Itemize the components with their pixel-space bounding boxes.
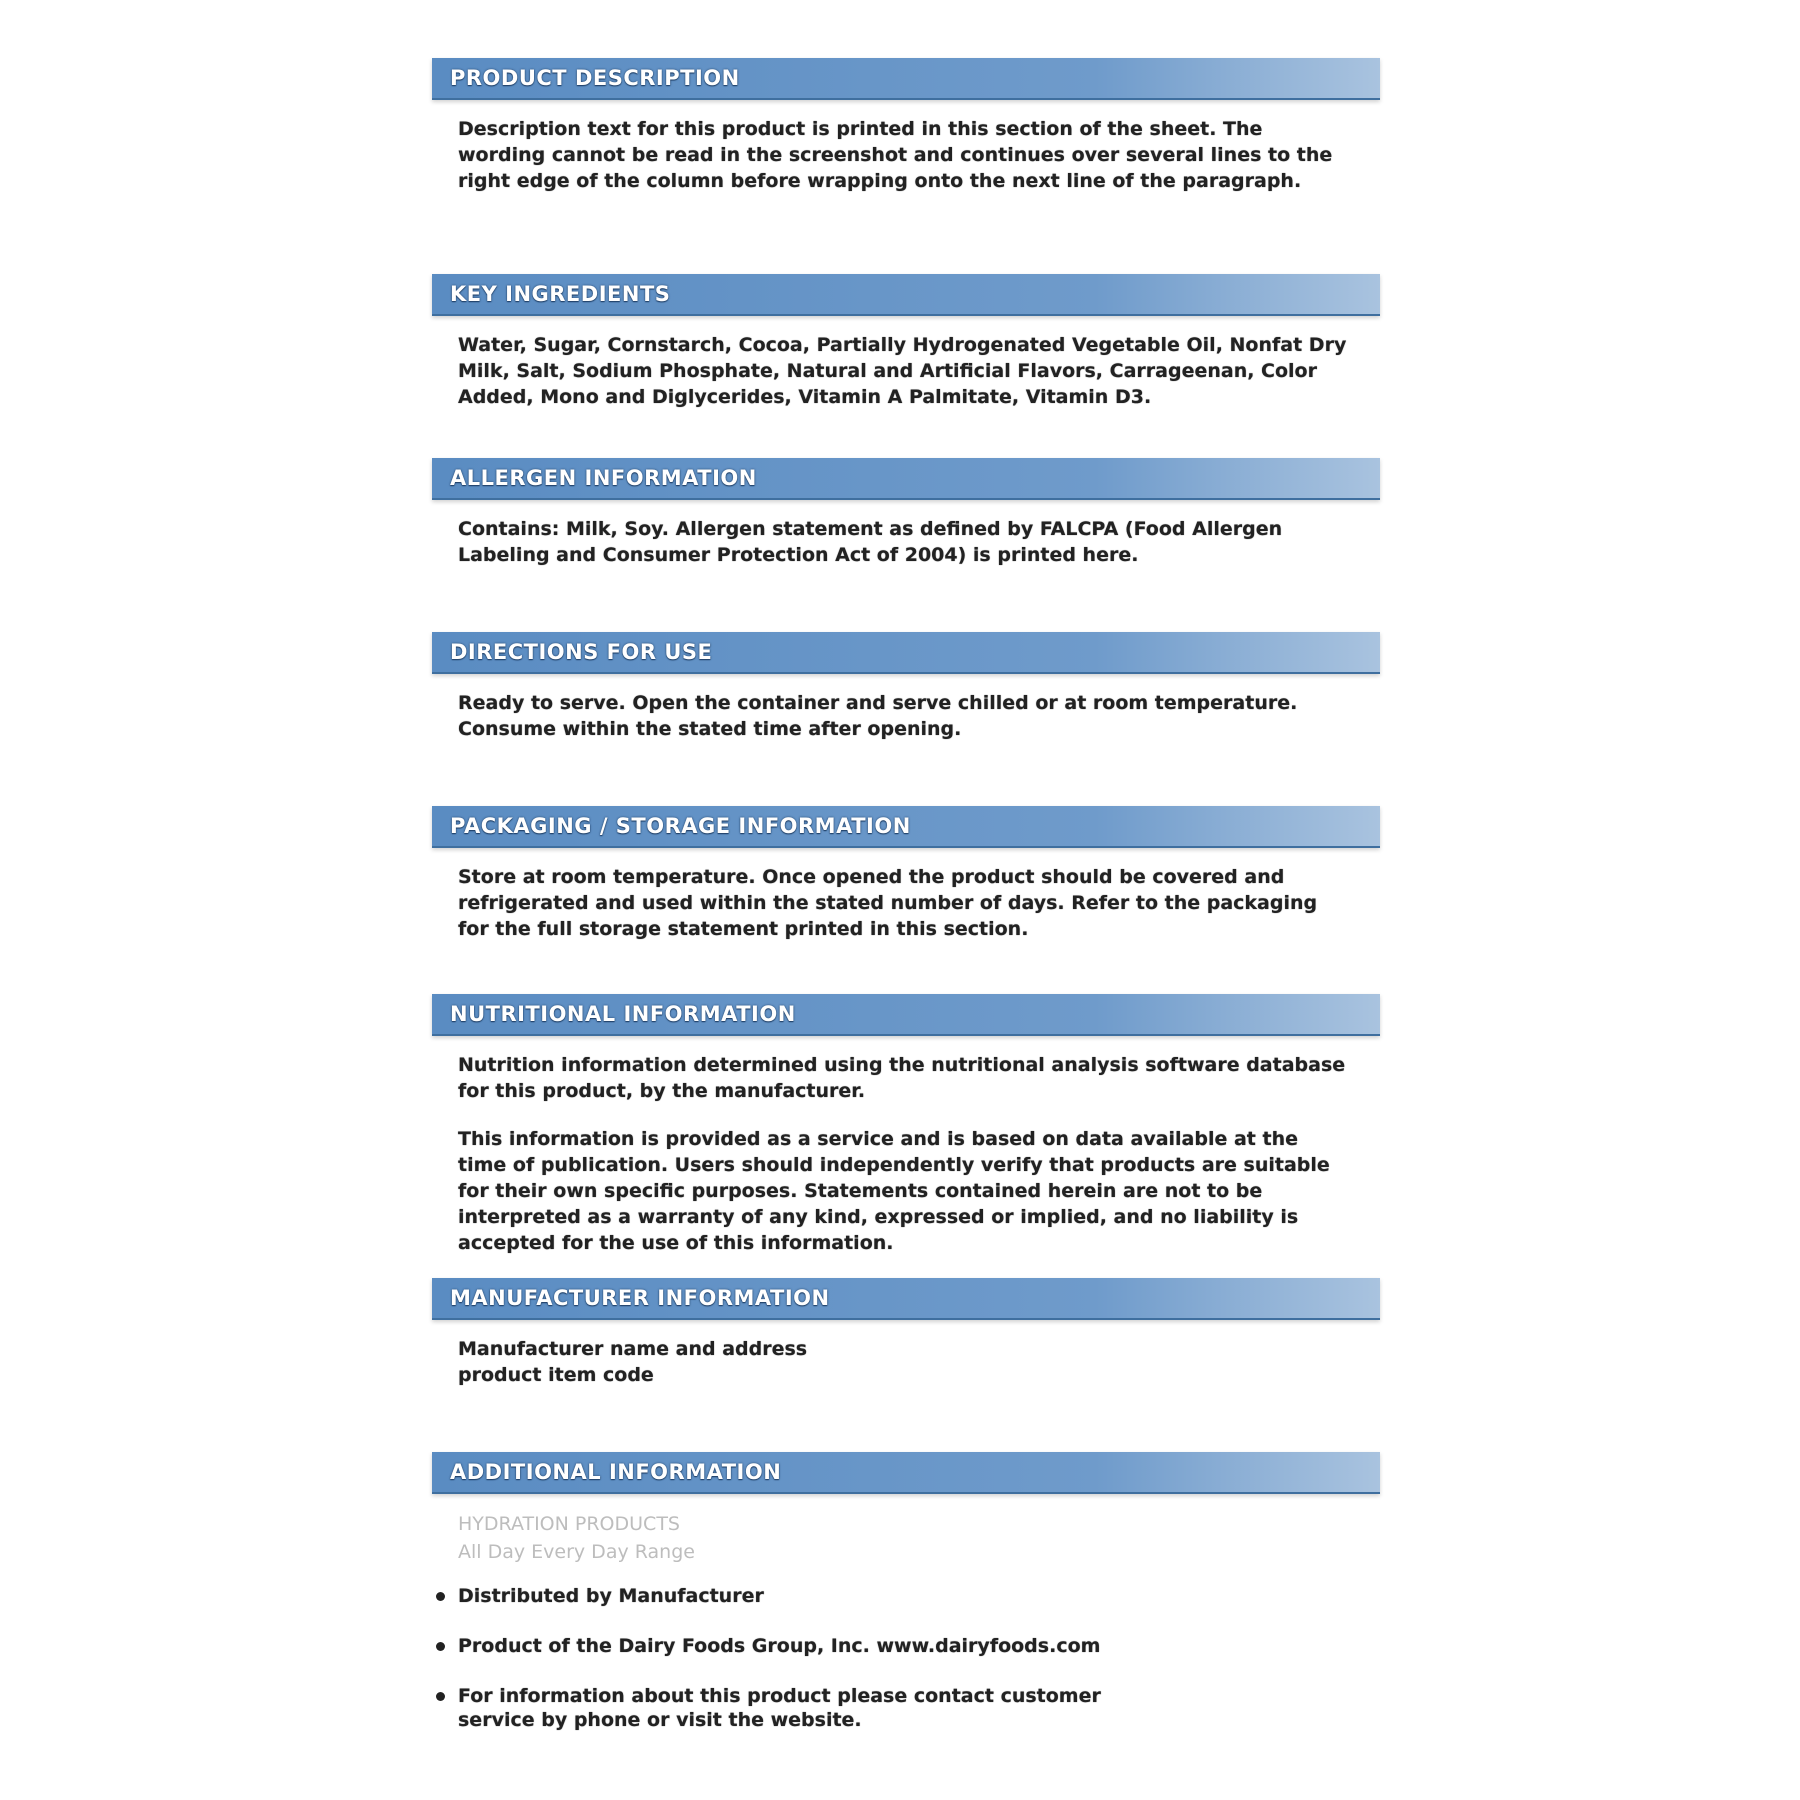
section-header bbox=[432, 994, 1380, 1036]
section-body bbox=[432, 674, 1380, 742]
list-item-text: Distributed by Manufacturer bbox=[458, 1585, 764, 1607]
section-body bbox=[432, 500, 1380, 568]
section-title: ADDITIONAL INFORMATION bbox=[450, 1460, 782, 1484]
list-item bbox=[436, 1634, 1156, 1658]
section-title: PRODUCT DESCRIPTION bbox=[450, 66, 740, 90]
section-body bbox=[432, 1320, 1380, 1388]
section-header bbox=[432, 58, 1380, 100]
section-paragraph: Water, Sugar, Cornstarch, Cocoa, Partially Hydrogenated Vegetable Oil, Nonfat Dry Milk, Salt, Sodium Phosphate, Natural and Artificial Flavors, Carrageenan, Color Added, Mono and Diglycerides, Vitamin A Palmitate, Vitamin D3. bbox=[458, 334, 1347, 408]
section-paragraph: Contains: Milk, Soy. Allergen statement as defined by FALCPA (Food Allergen Labeling and Consumer Protection Act of 2004) is printed here. bbox=[458, 518, 1283, 566]
section-packaging-storage bbox=[432, 806, 1380, 964]
section-body bbox=[432, 1494, 1380, 1566]
section-title: KEY INGREDIENTS bbox=[450, 282, 671, 306]
section-key-ingredients bbox=[432, 274, 1380, 432]
list-item bbox=[436, 1584, 1156, 1608]
section-paragraph: Store at room temperature. Once opened the product should be covered and refrigerated and used within the stated number of days. Refer to the packaging for the full storage statement printed in this section. bbox=[458, 866, 1318, 940]
section-paragraph: This information is provided as a service and is based on data available at the time of publication. Users should independently verify that products are suitable for their own specific purposes. Statements contained herein are not to be interpreted as a warranty of any kind, expressed or implied, and no liability is accepted for the use of this information. bbox=[458, 1128, 1330, 1254]
section-body bbox=[432, 100, 1380, 194]
section-allergen-information bbox=[432, 458, 1380, 590]
section-title: MANUFACTURER INFORMATION bbox=[450, 1286, 830, 1310]
section-directions-for-use bbox=[432, 632, 1380, 764]
section-header bbox=[432, 1278, 1380, 1320]
section-body bbox=[432, 1036, 1380, 1256]
section-title: DIRECTIONS FOR USE bbox=[450, 640, 713, 664]
section-paragraph: HYDRATION PRODUCTS All Day Every Day Range bbox=[458, 1513, 695, 1563]
list-item-text: For information about this product please contact customer service by phone or visit the website. bbox=[458, 1685, 1101, 1731]
section-title: PACKAGING / STORAGE INFORMATION bbox=[450, 814, 911, 838]
section-header bbox=[432, 458, 1380, 500]
section-header bbox=[432, 274, 1380, 316]
section-body bbox=[432, 316, 1380, 410]
section-paragraph: Description text for this product is printed in this section of the sheet. The wording cannot be read in the screenshot and continues over several lines to the right edge of the column before wrapping onto the next line of the paragraph. bbox=[458, 118, 1333, 192]
section-header bbox=[432, 632, 1380, 674]
section-manufacturer-information bbox=[432, 1278, 1380, 1410]
section-paragraph: Ready to serve. Open the container and serve chilled or at room temperature. Consume within the stated time after opening. bbox=[458, 692, 1298, 740]
section-header bbox=[432, 1452, 1380, 1494]
section-header bbox=[432, 806, 1380, 848]
section-title: NUTRITIONAL INFORMATION bbox=[450, 1002, 796, 1026]
section-paragraph: Manufacturer name and address product item code bbox=[458, 1338, 808, 1386]
bullet-dot-icon bbox=[436, 1692, 445, 1701]
section-body bbox=[432, 848, 1380, 942]
section-additional-information bbox=[432, 1452, 1380, 1588]
section-nutritional-information bbox=[432, 994, 1380, 1278]
section-title: ALLERGEN INFORMATION bbox=[450, 466, 757, 490]
list-item-text: Product of the Dairy Foods Group, Inc. www.dairyfoods.com bbox=[458, 1635, 1101, 1657]
footer-bullet-list bbox=[436, 1584, 1156, 1758]
section-paragraph: Nutrition information determined using the nutritional analysis software database for this product, by the manufacturer. bbox=[458, 1054, 1346, 1102]
list-item bbox=[436, 1684, 1156, 1732]
bullet-dot-icon bbox=[436, 1642, 445, 1651]
section-product-description bbox=[432, 58, 1380, 216]
bullet-dot-icon bbox=[436, 1592, 445, 1601]
